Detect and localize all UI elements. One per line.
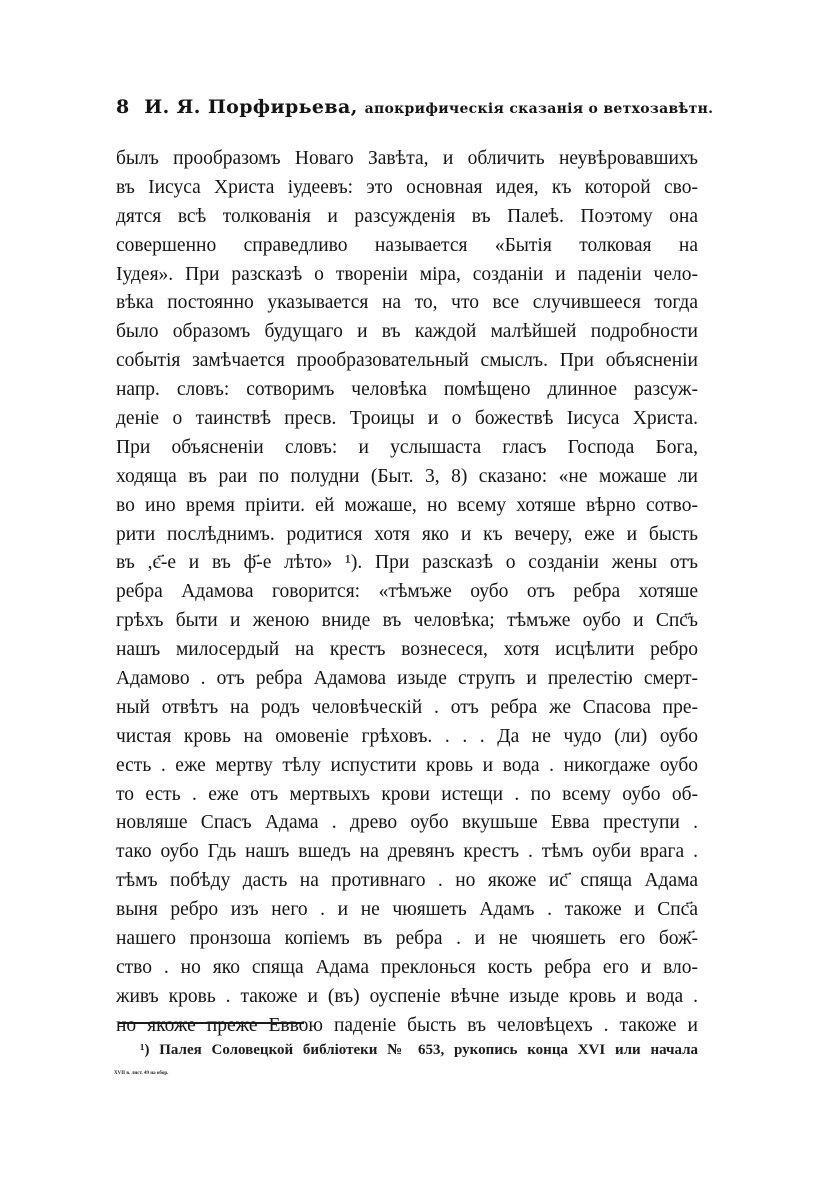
text-line: событія замѣчается прообразовательный смыслъ. При объясненіи <box>116 350 698 372</box>
text-line: деніе о таинствѣ пресв. Троицы и о божествѣ Іисуса Христа. <box>116 408 698 430</box>
text-line: въ Іисуса Христа іудеевъ: это основная идея, къ которой сво- <box>116 176 698 198</box>
text-line: былъ прообразомъ Новаго Завѣта, и обличить неувѣровавшихъ <box>116 148 698 169</box>
text-line: живъ кровь . такоже и (въ) оуспеніе вѣчне изыде кровь и вода . <box>116 985 698 1007</box>
text-line: Адамово . отъ ребра Адамова изыде струпъ и прелестію смерт- <box>116 668 698 690</box>
text-line: новляше Спасъ Адама . древо оубо вкушьше Евва преступи . <box>116 812 698 834</box>
footnote-line: XVII в. лист. 49 на обор. <box>114 1071 169 1076</box>
text-line: тѣмъ побѣду дасть на противнаго . но якоже ис҃ спяща Адама <box>116 870 698 892</box>
text-line: вѣка постоянно указывается на то, что все случившееся тогда <box>116 292 698 314</box>
footnote-divider <box>118 1022 304 1024</box>
text-line: есть . еже мертву тѣлу испустити кровь и вода . никогдаже оубо <box>116 754 698 776</box>
body-text <box>116 145 698 1041</box>
text-line: нашего пронзоша копіемъ въ ребра . и не чюяшеть его бож҃- <box>116 928 698 950</box>
text-line: но якоже преже Еввою паденіе бысть въ человѣцехъ . такоже и <box>116 1014 698 1036</box>
running-head-title: апокрифическія сказанія о ветхозавѣтн. <box>364 101 714 117</box>
footnote-line: ¹) Палея Соловецкой библіотеки № 653, рукопись конца XVI или начала <box>140 1042 698 1058</box>
running-head-author: И. Я. Порфирьева, <box>144 96 358 118</box>
text-line: ный отвѣтъ на родъ человѣческій . отъ ребра же Спасова пре- <box>116 696 698 718</box>
footnote <box>114 1039 698 1085</box>
text-line: было образомъ будущаго и въ каждой малѣйшей подробности <box>116 321 698 343</box>
text-line: чистая кровь на омовеніе грѣховъ. . . . Да не чудо (ли) оубо <box>116 725 698 747</box>
text-line: При объясненіи словъ: и услышаста гласъ Господа Бога, <box>116 436 698 458</box>
text-line: дятся всѣ толкованія и разсужденія въ Палеѣ. Поэтому она <box>116 205 698 227</box>
text-line: ребра Адамова говорится: «тѣмъже оубо отъ ребра хотяше <box>116 581 698 603</box>
text-line: въ ,є҃-е и въ ф҃-е лѣто» ¹). При разсказѣ о созданіи жены отъ <box>116 552 698 574</box>
text-line: во ино время пріити. ей можаше, но всему хотяше вѣрно сотво- <box>116 494 698 516</box>
text-line: тако оубо Гдь нашъ вшедъ на древянъ крестъ . тѣмъ оуби врага . <box>116 841 698 863</box>
text-line: совершенно справедливо называется «Бытія толковая на <box>116 234 698 256</box>
text-line: грѣхъ быти и женою вниде въ человѣка; тѣмъже оубо и Спс҃ъ <box>116 610 698 632</box>
text-line: ходяща въ раи по полудни (Быт. 3, 8) сказано: «не можаше ли <box>116 465 698 487</box>
text-line: нашъ милосердый на крестъ вознесеся, хотя исцѣлити ребро <box>116 639 698 661</box>
text-line: Іудея». При разсказѣ о твореніи міра, созданіи и паденіи чело- <box>116 263 698 285</box>
text-line: ство . но яко спяща Адама преклонься кость ребра его и вло- <box>116 956 698 978</box>
text-line: выня ребро изъ него . и не чюяшеть Адамъ . такоже и Спс҃а <box>116 899 698 921</box>
text-line: то есть . еже отъ мертвыхъ крови истещи . по всему оубо об- <box>116 783 698 805</box>
running-head <box>116 96 714 128</box>
page-number: 8 <box>116 96 130 118</box>
text-line: напр. словъ: сотворимъ человѣка помѣщено длинное разсуж- <box>116 379 698 401</box>
text-line: рити послѣднимъ. родитися хотя яко и къ вечеру, еже и бысть <box>116 523 698 545</box>
